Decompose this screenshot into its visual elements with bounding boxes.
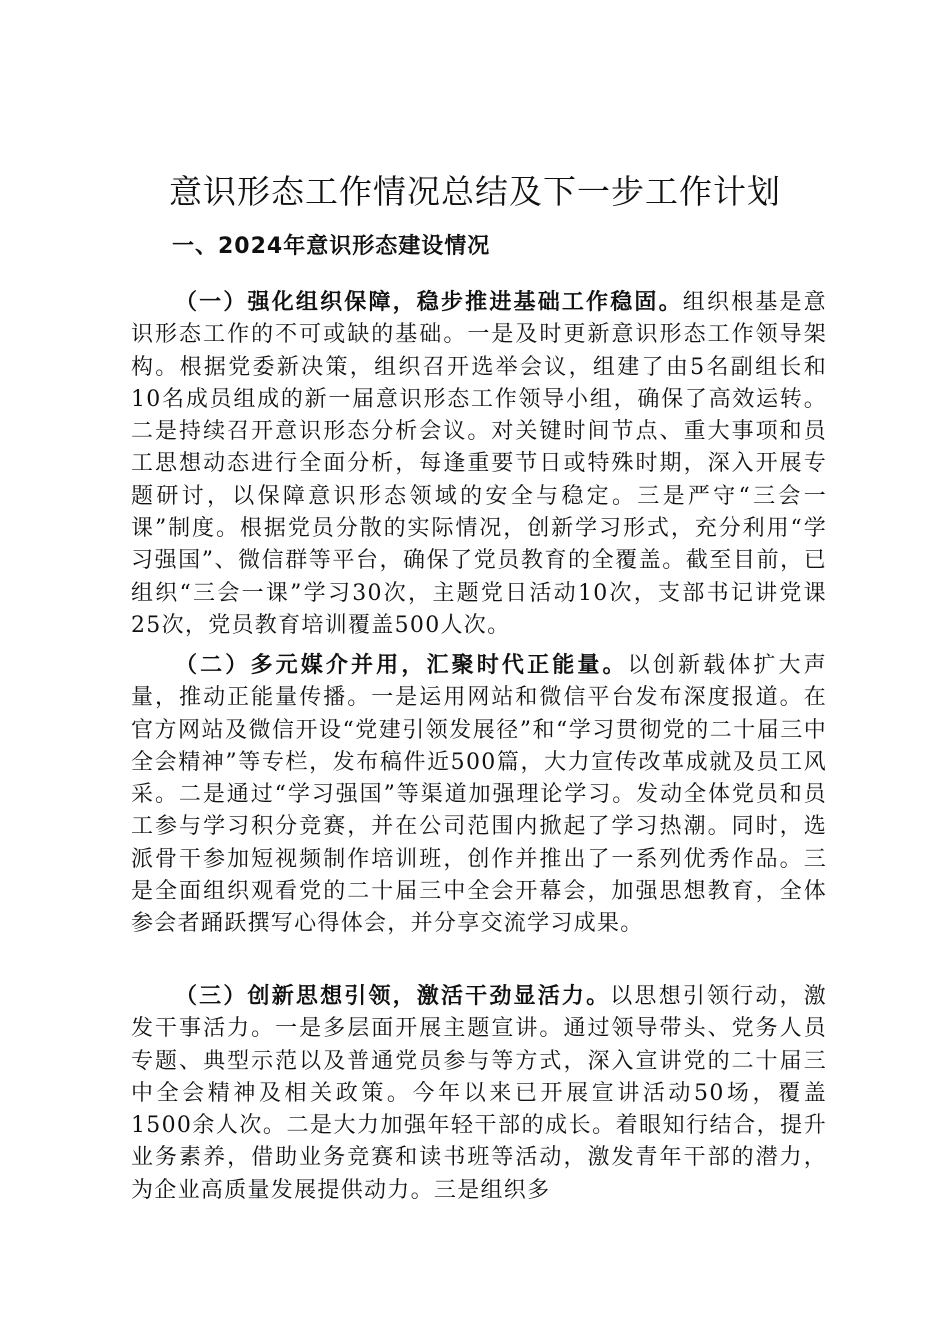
paragraph-ideological-guidance [131,981,827,1207]
paragraph-lead: （二）多元媒介并用，汇聚时代正能量。 [175,653,628,678]
paragraph-organization-support [131,287,827,642]
document-title: 意识形态工作情况总结及下一步工作计划 [169,172,781,211]
section-heading: 一、2024年意识形态建设情况 [172,234,491,259]
paragraph-lead: （三）创新思想引领，激活干劲显活力。 [175,984,611,1009]
paragraph-body: 以思想引领行动，激发干事活力。一是多层面开展主题宣讲。通过领导带头、党务人员专题、典型示范以及普通党员参与等方式，深入宣讲党的二十届三中全会精神及相关政策。今年以来已开展宣讲活动50场，覆盖1500余人次。二是大力加强年轻干部的成长。着眼知行结合，提升业务素养，借助业务竞赛和读书班等活动，激发青年干部的潜力，为企业高质量发展提供动力。三是组织多 [131,984,827,1203]
paragraph-body: 组织根基是意识形态工作的不可或缺的基础。一是及时更新意识形态工作领导架构。根据党委新决策，组织召开选举会议，组建了由5名副组长和10名成员组成的新一届意识形态工作领导小组，确保了高效运转。二是持续召开意识形态分析会议。对关键时间节点、重大事项和员工思想动态进行全面分析，每逢重要节日或特殊时期，深入开展专题研讨，以保障意识形态领域的安全与稳定。三是严守“三会一课”制度。根据党员分散的实际情况，创新学习形式，充分利用“学习强国”、微信群等平台，确保了党员教育的全覆盖。截至目前，已组织“三会一课”学习30次，主题党日活动10次，支部书记讲党课25次，党员教育培训覆盖500人次。 [131,290,827,638]
paragraph-media-channels [131,650,827,941]
paragraph-body: 以创新载体扩大声量，推动正能量传播。一是运用网站和微信平台发布深度报道。在官方网站及微信开设“党建引领发展径”和“学习贯彻党的二十届三中全会精神”等专栏，发布稿件近500篇，大力宣传改革成就及员工风采。二是通过“学习强国”等渠道加强理论学习。发动全体党员和员工参与学习积分竞赛，并在公司范围内掀起了学习热潮。同时，选派骨干参加短视频制作培训班，创作并推出了一系列优秀作品。三是全面组织观看党的二十届三中全会开幕会，加强思想教育，全体参会者踊跃撰写心得体会，并分享交流学习成果。 [131,653,827,937]
paragraph-lead: （一）强化组织保障，稳步推进基础工作稳固。 [175,290,683,315]
